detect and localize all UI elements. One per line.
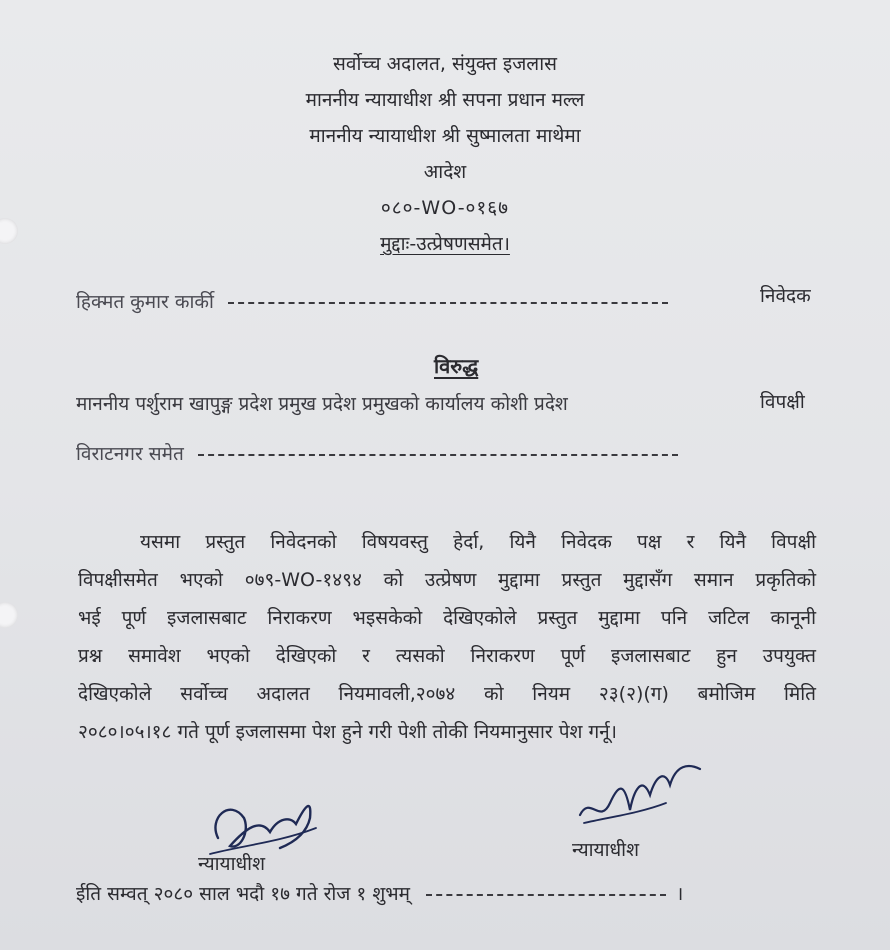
body-line-6: २०८०।०५।१८ गते पूर्ण इजलासमा पेश हुने गरी पेशी तोकी नियमानुसार पेश गर्नू। [78,721,617,743]
body-line-1: यसमा प्रस्तुत निवेदनको विषयवस्तु हेर्दा, यिनै निवेदक पक्ष र यिनै विपक्षी [140,531,816,553]
footer-date-row [76,880,683,906]
versus-heading: विरुद्ध [434,354,479,378]
footer-end-mark: । [676,883,684,905]
footer-date-text: ईति सम्वत् २०८० साल भदौ १७ गते रोज १ शुभम् [76,883,410,905]
petitioner-row [76,288,668,314]
court-name: सर्वोच्च अदालत, संयुक्त इजलास [333,53,557,75]
respondent-line-two [76,440,678,466]
footer-dash-leader [426,894,666,896]
judge-two: माननीय न्यायाधीश श्री सुष्मालता माथेमा [309,125,581,147]
case-subject: मुद्दाः-उत्प्रेषणसमेत। [380,233,510,255]
right-signature [570,755,710,835]
petitioner-role: निवेदक [760,285,811,307]
judge-one: माननीय न्यायाधीश श्री सपना प्रधान मल्ल [305,89,585,111]
body-line-5: देखिएकोले सर्वोच्च अदालत नियमावली,२०७४ को नियम २३(२)(ग) बमोजिम मिति [78,683,816,705]
left-signature-title: न्यायाधीश [198,853,266,875]
petitioner-dash-leader [228,302,668,304]
body-line-3: भई पूर्ण इजलासबाट निराकरण भइसकेको देखिएकोले प्रस्तुत मुद्दामा पनि जटिल कानूनी [78,607,816,629]
right-signature-title: न्यायाधीश [572,839,640,861]
respondent-role: विपक्षी [760,391,805,413]
body-line-2: विपक्षीसमेत भएको ०७९-WO-१४९४ को उत्प्रेषण मुद्दामा प्रस्तुत मुद्दासँग समान प्रकृतिको [78,569,816,591]
punch-hole-bottom [0,602,18,628]
respondent-city: विराटनगर समेत [76,443,184,465]
respondent-dash-leader [198,454,678,456]
respondent-line-one: माननीय पर्शुराम खापुङ्ग प्रदेश प्रमुख प्रदेश प्रमुखको कार्यालय कोशी प्रदेश [76,393,568,415]
petitioner-name: हिक्मत कुमार कार्की [76,291,214,313]
order-heading: आदेश [423,161,467,183]
case-number: ०८०-WO-०१६७ [380,197,510,219]
body-line-4: प्रश्न समावेश भएको देखिएको र त्यसको निराकरण पूर्ण इजलासबाट हुन उपयुक्त [78,645,816,667]
